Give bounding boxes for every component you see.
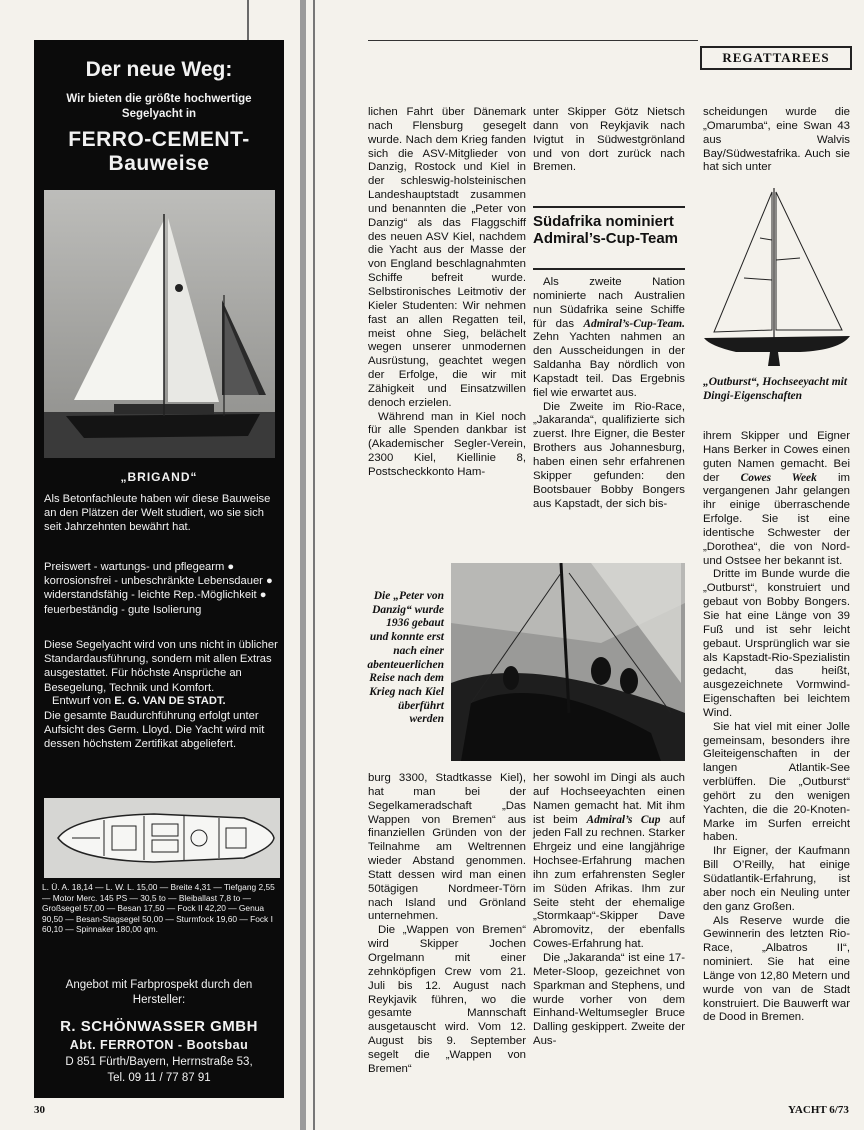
advertisement	[34, 40, 284, 1098]
article-col2-top: unter Skipper Götz Nietsch dann von Reykjavik nach Ivigtut in Südwestgrönland und von dort zurück nach Bremen.	[533, 106, 685, 174]
article-col2-body	[533, 276, 685, 511]
page-gutter-line-right	[313, 0, 315, 1130]
ad-deck-plan	[44, 798, 280, 878]
ad-paragraph-3: Diese Segelyacht wird von uns nicht in üblicher Standardausführung, sondern mit allen Extras ausgestattet. Für höchste Ansprüche an Besegelung, Technik und Komfort.	[44, 639, 278, 694]
header-rule	[368, 40, 698, 41]
ad-subtitle	[34, 92, 284, 122]
photo-caption: Die „Peter von Danzig“ wurde 1936 gebaut und konnte erst nach einer abenteuerlichen Reise nach dem Krieg nach Kiel überführt werden	[367, 590, 444, 726]
col3-body-para-1	[703, 430, 850, 568]
ad-yacht-photo	[44, 190, 275, 458]
outburst-caption: „Outburst“, Hochseeyacht mit Dingi-Eigenschaften	[703, 376, 848, 402]
headline-rule-top	[533, 206, 685, 208]
article-headline: Südafrika nominiert Admiral’s-Cup-Team	[533, 213, 679, 247]
ad-specifications: L. Ü. A. 18,14 — L. W. L. 15,00 — Breite 4,31 — Tiefgang 2,55 — Motor Merc. 145 PS — 30,5 to — Bleiballast 7,8 to — Großsegel 57,00 — Besan 17,50 — Fock II 42,20 — Genua 90,50 — Besan-Stagsegel 50,00 — Sturmfock 19,60 — Fock I 60,10 — Spinnaker 180,00 qm.	[42, 882, 275, 935]
article-col2-bottom	[533, 772, 685, 1049]
col2-body-para-2: Die Zweite im Rio-Race, „Jakaranda“, qualifizierte sich zuerst. Ihre Eigner, die Bester Brothers aus Johannesburg, haben einen sehr erfahrenen Skipper gefunden: den Bootsbauer Bobby Bongers aus Kapstadt, der sich bis-	[533, 400, 685, 510]
ad-ferro-cement-heading	[34, 128, 284, 176]
ad-title: Der neue Weg:	[85, 58, 233, 81]
outburst-yacht-drawing	[700, 180, 852, 370]
ad-offer-line-2: Hersteller:	[132, 994, 186, 1006]
col2-body-para-1-b: Admiral’s-Cup-Team.	[583, 317, 685, 330]
col3-body-para-4: Ihr Eigner, der Kaufmann Bill O’Reilly, hat einige Südatlantik-Erfahrung, ist aber noch ein Neuling unter den ganz Großen.	[703, 845, 850, 913]
ad-subtitle-line-1: Wir bieten die größte hochwertige	[66, 93, 252, 105]
article-col3-top: scheidungen wurde die „Omarumba“, eine Swan 43 aus Walvis Bay/Südwestafrika. Auch sie hat sich unter	[703, 106, 850, 174]
ad-paragraph-1: Als Betonfachleute haben wir diese Bauweise an den Plätzen der Welt studiert, wo sie sich seit Jahrzehnten bewährt hat.	[44, 493, 271, 534]
col2-body-para-1-a: Als zweite Nation nominierte nach Australien nun Südafrika seine Schiffe für das	[533, 276, 685, 330]
sailboat-line-drawing	[700, 180, 852, 370]
ad-division: Abt. FERROTON - Bootsbau	[69, 1038, 249, 1052]
ad-phone: Tel. 09 11 / 77 87 91	[107, 1072, 211, 1084]
ad-designer-name: E. G. VAN DE STADT.	[114, 695, 226, 707]
col3-body-para-2: Dritte im Bunde wurde die „Outburst“, konstruiert und gebaut von Bobby Bongers. Sie hat eine Länge von 39 Fuß und ist sehr leicht gebaut. Ursprünglich war sie als Kapstadt-Rio-Spezialistin gedacht, das heißt, ausgezeichnete Vormwind-Eigenschaften bei leichtem Wind.	[703, 568, 850, 719]
yacht-under-sail-illustration	[44, 190, 275, 458]
col2-body-para-1-c: Zehn Yachten nahmen an den Ausscheidungen in der Saldanha Bay nördlich von Kapstadt teil. Das Ergebnis fiel wie erwartet aus.	[533, 331, 685, 399]
ad-address: D 851 Fürth/Bayern, Herrnstraße 53,	[65, 1056, 253, 1068]
section-title: REGATTAREES	[700, 46, 852, 70]
deck-plan-drawing	[44, 798, 280, 878]
col3-body-para-3: Sie hat viel mit einer Jolle gemeinsam, besonders ihre Gleiteigenschaften in der langen Atlantik-See verblüffen. Die „Outburst“ gehört zu den wenigen Yachten, die die 20-Knoten-Marke im Surfen erreicht haben.	[703, 720, 850, 844]
col2-body-para-1	[533, 276, 685, 401]
page-gutter-line-left	[247, 0, 249, 40]
col3-body-para-5: Als Reserve wurde die Gewinnerin des letzten Rio-Race, „Albatros II“, nominiert. Sie hat eine Länge von 12,80 Metern und wurde von van de Stadt konstruiert. Die Bauwerft war de Dood in Bremen.	[703, 914, 850, 1024]
col1-bottom-para-1: burg 3300, Stadtkasse Kiel), hat man bei der Segelkameradschaft „Das Wappen von Bremen“ aus finanziellen Gründen von der Teilnahme am Weltrennen wieder Abstand genommen. Statt dessen wird man einen 50tägigen Nordmeer-Törn nach Island und Grönland unternehmen.	[368, 772, 526, 923]
col3-body-para-1-a: ihrem Skipper und Eigner Hans Berker in Cowes einen guten Namen gemacht. Bei der	[703, 430, 850, 484]
col2-bottom-para-2: Die „Jakaranda“ ist eine 17-Meter-Sloop, gezeichnet von Sparkman and Stephens, und wurde vorher von dem Einhand-Weltumsegler Bruce Dalling geskippert. Zweite der Aus-	[533, 951, 685, 1048]
ad-subtitle-line-2: Segelyacht in	[121, 108, 197, 120]
ad-ferro-line-2: Bauweise	[108, 152, 210, 175]
ad-paragraph-2: Preiswert - wartungs- und pflegearm ● korrosionsfrei - unbeschränkte Lebensdauer ● widerstandsfähig - leichte Rep.-Möglichkeit ● feuerbeständig - gute Isolierung	[44, 561, 273, 616]
ad-offer-line-1: Angebot mit Farbprospekt durch den	[65, 979, 253, 991]
ad-boat-name: „BRIGAND“	[120, 470, 198, 484]
ad-designer-line	[44, 694, 280, 708]
col1-bottom-para-2: Die „Wappen von Bremen“ wird Skipper Jochen Orgelmann mit einer zehnköpfigen Crew vom 21. Juli bis 12. August nach Reykjavik führen, wo die gesamte Mannschaft ausgetauscht wird. Vom 12. August bis 9. September segelt die „Wappen von Bremen“	[368, 924, 526, 1075]
col2-bottom-para-1	[533, 772, 685, 952]
article-col1-bottom	[368, 772, 526, 1077]
yacht-deck-photo-illustration	[451, 563, 685, 761]
col2-bottom-para-1-b: Admiral’s Cup	[586, 813, 661, 826]
ad-company-name: R. SCHÖNWASSER GMBH	[60, 1018, 258, 1035]
col2-bottom-para-1-a: her sowohl im Dingi als auch auf Hochseeyachten einen Namen gemacht hat. Mit ihm ist beim	[533, 772, 685, 826]
ad-offer	[34, 978, 284, 1008]
headline-rule-bottom	[533, 268, 685, 270]
page-number: 30	[34, 1104, 45, 1116]
magazine-issue: YACHT 6/73	[788, 1104, 849, 1116]
article-col3-body	[703, 430, 850, 1025]
article-col1-top	[368, 106, 526, 480]
col1-top-para-1: lichen Fahrt über Dänemark nach Flensburg gesegelt wurde. Nach dem Krieg fanden sich die ASV-Mitglieder von Danzig, Rostock und Kiel in der schleswig-holsteinischen Landeshauptstadt zusammen und benannten die „Peter von Danzig“ als das Flaggschiff des neuen ASV Kiel, nachdem die Yacht aus der Masse der von England beschlagnahmten Schiffe befreit wurde. Selbstironisches Leitmotiv der Kieler Studenten: Wir nehmen fast an allen Regatten teil, meist ohne Sieg, belächelt wegen unserer unmodernen Ausrüstung, geachtet wegen der Erfolge, die wir mit Zähigkeit und Einsatzwillen denoch erzielen.	[368, 106, 526, 409]
col3-body-para-1-c: im vergangenen Jahr gelangen ihr einige überraschende Erfolge. Sie ist eine identische Schwester der „Dorothea“, die von Nord- und Ostsee her bekannt ist.	[703, 471, 851, 567]
ad-paragraph-4: Die gesamte Baudurchführung erfolgt unter Aufsicht des Germ. Lloyd. Die Yacht wird mit dessen höchstem Zertifikat abgeliefert.	[44, 710, 265, 751]
ad-design-label: Entwurf von	[52, 695, 112, 707]
col3-body-para-1-b: Cowes Week	[740, 471, 817, 484]
ad-ferro-line-1: FERRO-CEMENT-	[68, 128, 250, 151]
col1-top-para-2: Während man in Kiel noch für alle Spenden dankbar ist (Akademischer Segler-Verein, 2300 Kiel, Kiellinie 8, Postscheckkonto Ham-	[368, 410, 526, 478]
peter-von-danzig-photo	[451, 563, 685, 761]
col2-bottom-para-1-c: auf jeden Fall zu rechnen. Starker Ehrgeiz und eine langjährige Hochsee-Erfahrung machen ihn zum erfahrensten Segler im Süden Afrikas. Ihm zur Seite steht der ehemalige „Stormkaap“-Skipper Dave Abromovitz, der ebenfalls Cowes-Erfahrung hat.	[533, 813, 685, 951]
page-gutter-bar	[300, 0, 306, 1130]
